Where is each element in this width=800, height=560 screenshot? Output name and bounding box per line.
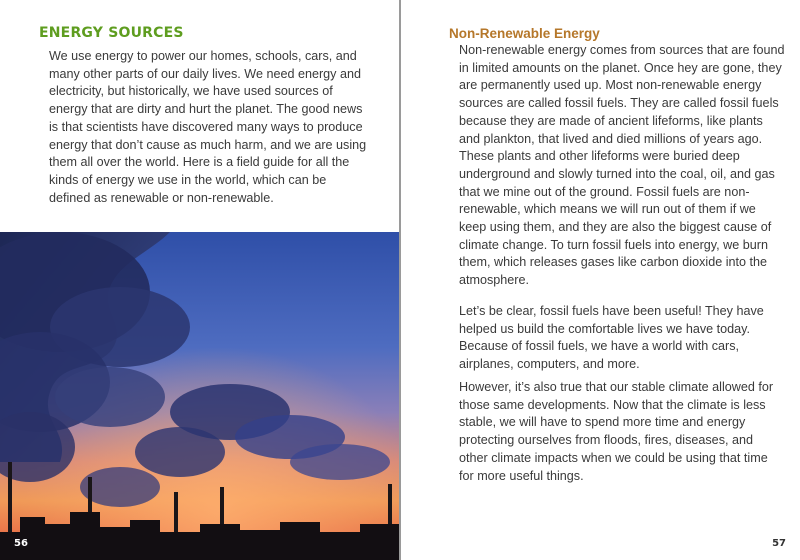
body-paragraph-2: Let’s be clear, fossil fuels have been useful! They have helped us build the comfortable lives we have today. Because of fossil fuels, we have a world with cars, airplanes, computers, and more.: [459, 304, 764, 372]
body-paragraph-1: Non-renewable energy comes from sources that are found in limited amounts on the planet. Once hey are gone, they are permanently used up. Most non-renewable energy sources are called fossil fuels. They are called fossil fuels because they are made of ancient lifeforms, like plants and plankton, that lived and died millions of years ago. These plants and other lifeforms were buried deep underground and slowly turned into the coal, oil, and gas that we mine out of the ground. Fossil fuels are non-renewable, which means we will run out of them if we keep using them, and they are also the biggest cause of climate change. To turn fossil fuels into energy, we burn them, which releases gases like carbon dioxide into the atmosphere.: [459, 43, 785, 288]
sub-heading: Non-Renewable Energy: [449, 26, 600, 41]
page-number-left: 56: [14, 538, 28, 549]
left-page: [0, 0, 399, 560]
section-heading: ENERGY SOURCES: [39, 25, 184, 41]
smokestack-photo: [0, 232, 399, 560]
intro-paragraph: We use energy to power our homes, schools, cars, and many other parts of our daily lives. We need energy and electricity, but historically, we have used sources of energy that are dirty and hurt the planet. The good news is that scientists have discovered many ways to produce energy that don’t cause as much harm, and we are using them all over the world. Here is a field guide for all the kinds of energy we use in the world, which can be defined as renewable or non-renewable.: [49, 49, 367, 205]
right-page: [401, 0, 800, 560]
body-paragraph-3: However, it’s also true that our stable climate allowed for those same developments. Now that the climate is less stable, we will have to spend more time and energy protecting ourselves from floods, fires, diseases, and other climate impacts when we could be using that time for more useful things.: [459, 380, 774, 483]
page-number-right: 57: [772, 538, 786, 549]
